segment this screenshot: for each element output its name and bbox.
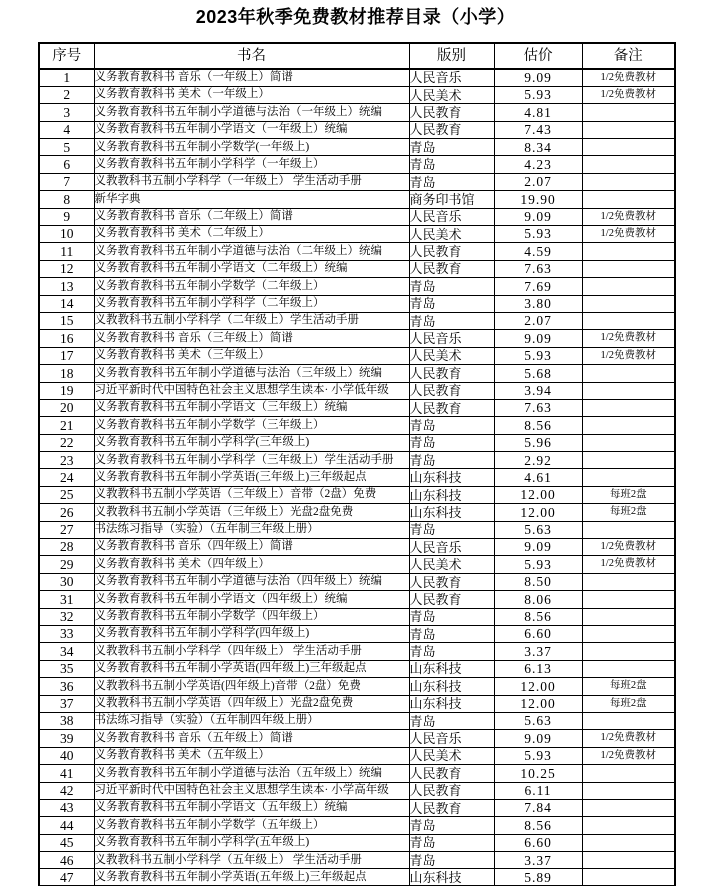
cell-book-title: 义务教育教科书 美术（三年级上） (94, 347, 409, 364)
cell-note: 每班2盘 (582, 695, 675, 712)
cell-publisher: 人民教育 (409, 365, 494, 382)
table-row (39, 382, 675, 399)
column-header-2: 版别 (409, 43, 494, 69)
cell-price: 2.07 (494, 312, 582, 329)
cell-publisher: 青岛 (409, 295, 494, 312)
column-header-3: 估价 (494, 43, 582, 69)
cell-book-title: 义务教育教科书五年制小学语文（三年级上）统编 (94, 399, 409, 416)
cell-serial: 17 (39, 347, 94, 364)
table-row (39, 869, 675, 886)
cell-note: 1/2免费教材 (582, 208, 675, 225)
cell-serial: 31 (39, 591, 94, 608)
cell-note: 1/2免费教材 (582, 347, 675, 364)
cell-price: 19.90 (494, 191, 582, 208)
cell-serial: 41 (39, 765, 94, 782)
cell-book-title: 义务教育教科书五年制小学道德与法治（一年级上）统编 (94, 104, 409, 121)
cell-publisher: 青岛 (409, 173, 494, 190)
cell-serial: 3 (39, 104, 94, 121)
cell-serial: 34 (39, 643, 94, 660)
cell-serial: 10 (39, 226, 94, 243)
cell-publisher: 人民音乐 (409, 208, 494, 225)
table-row (39, 243, 675, 260)
cell-serial: 37 (39, 695, 94, 712)
cell-publisher: 山东科技 (409, 486, 494, 503)
cell-price: 7.63 (494, 399, 582, 416)
cell-note: 1/2免费教材 (582, 539, 675, 556)
cell-price: 5.93 (494, 226, 582, 243)
table-row (39, 678, 675, 695)
cell-publisher: 青岛 (409, 278, 494, 295)
cell-book-title: 义务教育教科书 美术（二年级上） (94, 226, 409, 243)
cell-price: 5.93 (494, 347, 582, 364)
table-header-row (39, 43, 675, 69)
cell-note (582, 121, 675, 138)
cell-book-title: 义教教科书五制小学英语(四年级上)音带（2盘）免费 (94, 678, 409, 695)
cell-price: 8.56 (494, 417, 582, 434)
table-row (39, 452, 675, 469)
cell-serial: 4 (39, 121, 94, 138)
cell-book-title: 义务教育教科书五年制小学科学(三年级上) (94, 434, 409, 451)
cell-price: 5.93 (494, 86, 582, 103)
cell-price: 2.07 (494, 173, 582, 190)
table-row (39, 539, 675, 556)
cell-serial: 45 (39, 834, 94, 851)
cell-note (582, 295, 675, 312)
cell-price: 5.93 (494, 747, 582, 764)
cell-note (582, 660, 675, 677)
cell-note (582, 765, 675, 782)
cell-note: 1/2免费教材 (582, 747, 675, 764)
cell-book-title: 义务教育教科书五年制小学科学（三年级上）学生活动手册 (94, 452, 409, 469)
cell-price: 6.60 (494, 626, 582, 643)
cell-serial: 2 (39, 86, 94, 103)
cell-serial: 35 (39, 660, 94, 677)
cell-publisher: 人民音乐 (409, 330, 494, 347)
cell-publisher: 山东科技 (409, 660, 494, 677)
cell-book-title: 义务教育教科书五年制小学道德与法治（二年级上）统编 (94, 243, 409, 260)
cell-publisher: 山东科技 (409, 469, 494, 486)
cell-price: 6.13 (494, 660, 582, 677)
cell-serial: 5 (39, 139, 94, 156)
cell-book-title: 义务教育教科书五年制小学语文（一年级上）统编 (94, 121, 409, 138)
cell-serial: 39 (39, 730, 94, 747)
cell-note: 1/2免费教材 (582, 86, 675, 103)
cell-publisher: 人民美术 (409, 226, 494, 243)
cell-book-title: 义务教育教科书五年制小学数学（二年级上） (94, 278, 409, 295)
cell-book-title: 义务教育教科书五年制小学英语(四年级上)三年级起点 (94, 660, 409, 677)
cell-price: 12.00 (494, 678, 582, 695)
cell-serial: 8 (39, 191, 94, 208)
cell-serial: 38 (39, 712, 94, 729)
cell-serial: 30 (39, 573, 94, 590)
cell-publisher: 青岛 (409, 156, 494, 173)
cell-book-title: 义务教育教科书五年制小学英语(三年级上)三年级起点 (94, 469, 409, 486)
cell-note: 每班2盘 (582, 486, 675, 503)
cell-publisher: 人民教育 (409, 573, 494, 590)
cell-serial: 14 (39, 295, 94, 312)
cell-price: 8.56 (494, 817, 582, 834)
page-title: 2023年秋季免费教材推荐目录（小学） (195, 7, 516, 27)
cell-price: 8.50 (494, 573, 582, 590)
cell-price: 10.25 (494, 765, 582, 782)
cell-price: 4.61 (494, 469, 582, 486)
cell-serial: 46 (39, 852, 94, 869)
cell-serial: 43 (39, 799, 94, 816)
cell-publisher: 人民教育 (409, 591, 494, 608)
cell-publisher: 山东科技 (409, 504, 494, 521)
cell-book-title: 义务教育教科书五年制小学道德与法治（三年级上）统编 (94, 365, 409, 382)
cell-publisher: 青岛 (409, 834, 494, 851)
cell-note (582, 869, 675, 886)
cell-book-title: 义务教育教科书五年制小学数学（四年级上） (94, 608, 409, 625)
table-row (39, 434, 675, 451)
table-row (39, 504, 675, 521)
cell-price: 9.09 (494, 730, 582, 747)
cell-publisher: 青岛 (409, 452, 494, 469)
cell-price: 5.93 (494, 556, 582, 573)
cell-price: 9.09 (494, 539, 582, 556)
cell-serial: 16 (39, 330, 94, 347)
cell-book-title: 义务教育教科书 音乐（一年级上）简谱 (94, 69, 409, 86)
table-row (39, 139, 675, 156)
cell-serial: 36 (39, 678, 94, 695)
cell-serial: 11 (39, 243, 94, 260)
cell-note (582, 382, 675, 399)
table-row (39, 556, 675, 573)
cell-note (582, 243, 675, 260)
cell-note (582, 643, 675, 660)
cell-note (582, 191, 675, 208)
cell-book-title: 义教教科书五制小学科学（五年级上） 学生活动手册 (94, 852, 409, 869)
cell-book-title: 义务教育教科书五年制小学科学(五年级上) (94, 834, 409, 851)
cell-publisher: 青岛 (409, 817, 494, 834)
cell-book-title: 义务教育教科书五年制小学道德与法治（四年级上）统编 (94, 573, 409, 590)
cell-note (582, 469, 675, 486)
cell-price: 12.00 (494, 486, 582, 503)
cell-book-title: 义务教育教科书五年制小学数学（三年级上） (94, 417, 409, 434)
cell-serial: 9 (39, 208, 94, 225)
cell-price: 9.09 (494, 330, 582, 347)
cell-serial: 18 (39, 365, 94, 382)
cell-note (582, 591, 675, 608)
cell-note (582, 104, 675, 121)
cell-book-title: 义教教科书五制小学英语（三年级上）音带（2盘）免费 (94, 486, 409, 503)
cell-note (582, 521, 675, 538)
cell-publisher: 人民教育 (409, 260, 494, 277)
table-row (39, 469, 675, 486)
cell-note (582, 260, 675, 277)
cell-publisher: 山东科技 (409, 678, 494, 695)
table-row (39, 799, 675, 816)
cell-note (582, 417, 675, 434)
cell-publisher: 人民美术 (409, 747, 494, 764)
table-row (39, 278, 675, 295)
cell-price: 5.63 (494, 712, 582, 729)
cell-serial: 33 (39, 626, 94, 643)
cell-publisher: 人民教育 (409, 799, 494, 816)
table-row (39, 86, 675, 103)
cell-publisher: 人民教育 (409, 765, 494, 782)
cell-note (582, 573, 675, 590)
table-row (39, 156, 675, 173)
cell-note (582, 608, 675, 625)
cell-serial: 1 (39, 69, 94, 86)
table-row (39, 834, 675, 851)
table-row (39, 817, 675, 834)
cell-serial: 27 (39, 521, 94, 538)
column-header-1: 书名 (94, 43, 409, 69)
table-row (39, 69, 675, 86)
cell-publisher: 青岛 (409, 712, 494, 729)
table-row (39, 608, 675, 625)
catalog-table (38, 42, 676, 886)
cell-note: 每班2盘 (582, 678, 675, 695)
cell-note (582, 399, 675, 416)
cell-price: 7.84 (494, 799, 582, 816)
cell-book-title: 义务教育教科书 音乐（五年级上）简谱 (94, 730, 409, 747)
cell-book-title: 义务教育教科书五年制小学语文（四年级上）统编 (94, 591, 409, 608)
table-row (39, 486, 675, 503)
cell-note: 每班2盘 (582, 504, 675, 521)
table-row (39, 417, 675, 434)
cell-publisher: 山东科技 (409, 869, 494, 886)
table-row (39, 399, 675, 416)
table-header (39, 43, 675, 69)
cell-price: 3.37 (494, 852, 582, 869)
cell-serial: 26 (39, 504, 94, 521)
cell-serial: 42 (39, 782, 94, 799)
cell-book-title: 义务教育教科书 音乐（四年级上）简谱 (94, 539, 409, 556)
cell-book-title: 习近平新时代中国特色社会主义思想学生读本· 小学高年级 (94, 782, 409, 799)
cell-book-title: 义务教育教科书五年制小学数学（五年级上） (94, 817, 409, 834)
cell-price: 7.43 (494, 121, 582, 138)
table-row (39, 626, 675, 643)
cell-price: 8.56 (494, 608, 582, 625)
cell-price: 5.63 (494, 521, 582, 538)
cell-note (582, 156, 675, 173)
cell-book-title: 义务教育教科书五年制小学科学(四年级上) (94, 626, 409, 643)
cell-price: 5.68 (494, 365, 582, 382)
cell-price: 12.00 (494, 504, 582, 521)
column-header-4: 备注 (582, 43, 675, 69)
cell-publisher: 青岛 (409, 139, 494, 156)
table-body (39, 69, 675, 886)
cell-price: 8.06 (494, 591, 582, 608)
table-row (39, 347, 675, 364)
table-row (39, 260, 675, 277)
cell-book-title: 义务教育教科书五年制小学英语(五年级上)三年级起点 (94, 869, 409, 886)
cell-publisher: 人民教育 (409, 121, 494, 138)
cell-note (582, 817, 675, 834)
cell-price: 5.89 (494, 869, 582, 886)
cell-serial: 44 (39, 817, 94, 834)
cell-price: 3.37 (494, 643, 582, 660)
cell-note (582, 365, 675, 382)
cell-note: 1/2免费教材 (582, 730, 675, 747)
cell-price: 3.94 (494, 382, 582, 399)
table-row (39, 730, 675, 747)
cell-note (582, 173, 675, 190)
table-row (39, 573, 675, 590)
cell-serial: 20 (39, 399, 94, 416)
cell-publisher: 青岛 (409, 434, 494, 451)
cell-book-title: 义教教科书五制小学科学（二年级上）学生活动手册 (94, 312, 409, 329)
cell-serial: 29 (39, 556, 94, 573)
cell-serial: 25 (39, 486, 94, 503)
table-row (39, 747, 675, 764)
cell-publisher: 人民教育 (409, 243, 494, 260)
cell-note (582, 712, 675, 729)
cell-book-title: 义务教育教科书 美术（五年级上） (94, 747, 409, 764)
cell-book-title: 义教教科书五制小学英语（三年级上）光盘2盘免费 (94, 504, 409, 521)
cell-publisher: 青岛 (409, 521, 494, 538)
cell-note (582, 278, 675, 295)
cell-price: 4.23 (494, 156, 582, 173)
table-row (39, 121, 675, 138)
cell-serial: 24 (39, 469, 94, 486)
table-row (39, 765, 675, 782)
cell-note (582, 834, 675, 851)
cell-publisher: 人民音乐 (409, 69, 494, 86)
cell-book-title: 新华字典 (94, 191, 409, 208)
cell-serial: 7 (39, 173, 94, 190)
cell-publisher: 人民教育 (409, 104, 494, 121)
table-row (39, 852, 675, 869)
cell-publisher: 青岛 (409, 852, 494, 869)
table-row (39, 226, 675, 243)
cell-note: 1/2免费教材 (582, 556, 675, 573)
table-row (39, 660, 675, 677)
cell-serial: 13 (39, 278, 94, 295)
cell-price: 5.96 (494, 434, 582, 451)
table-row (39, 521, 675, 538)
table-row (39, 365, 675, 382)
cell-book-title: 义务教育教科书五年制小学语文（二年级上）统编 (94, 260, 409, 277)
table-row (39, 312, 675, 329)
cell-note (582, 434, 675, 451)
cell-note: 1/2免费教材 (582, 330, 675, 347)
cell-book-title: 义务教育教科书 音乐（二年级上）简谱 (94, 208, 409, 225)
cell-publisher: 人民音乐 (409, 730, 494, 747)
cell-book-title: 义教教科书五制小学科学（四年级上） 学生活动手册 (94, 643, 409, 660)
cell-book-title: 义务教育教科书 音乐（三年级上）简谱 (94, 330, 409, 347)
cell-serial: 22 (39, 434, 94, 451)
cell-price: 7.69 (494, 278, 582, 295)
cell-serial: 15 (39, 312, 94, 329)
cell-serial: 6 (39, 156, 94, 173)
cell-serial: 19 (39, 382, 94, 399)
cell-note (582, 312, 675, 329)
cell-publisher: 人民音乐 (409, 539, 494, 556)
cell-price: 2.92 (494, 452, 582, 469)
cell-price: 9.09 (494, 208, 582, 225)
cell-publisher: 商务印书馆 (409, 191, 494, 208)
cell-price: 8.34 (494, 139, 582, 156)
cell-serial: 40 (39, 747, 94, 764)
table-row (39, 330, 675, 347)
table-row (39, 695, 675, 712)
table-row (39, 208, 675, 225)
cell-publisher: 青岛 (409, 608, 494, 625)
cell-price: 9.09 (494, 69, 582, 86)
table-row (39, 191, 675, 208)
table-row (39, 173, 675, 190)
cell-serial: 47 (39, 869, 94, 886)
cell-serial: 23 (39, 452, 94, 469)
cell-note (582, 139, 675, 156)
cell-publisher: 人民美术 (409, 556, 494, 573)
table-row (39, 295, 675, 312)
cell-book-title: 书法练习指导（实验）（五年制三年级上册） (94, 521, 409, 538)
cell-book-title: 习近平新时代中国特色社会主义思想学生读本· 小学低年级 (94, 382, 409, 399)
cell-price: 7.63 (494, 260, 582, 277)
cell-price: 12.00 (494, 695, 582, 712)
cell-note (582, 626, 675, 643)
cell-book-title: 义务教育教科书五年制小学科学（二年级上） (94, 295, 409, 312)
cell-book-title: 义务教育教科书五年制小学语文（五年级上）统编 (94, 799, 409, 816)
cell-book-title: 义教教科书五制小学科学（一年级上） 学生活动手册 (94, 173, 409, 190)
cell-book-title: 义务教育教科书五年制小学科学（一年级上） (94, 156, 409, 173)
cell-note (582, 452, 675, 469)
cell-price: 6.60 (494, 834, 582, 851)
cell-note (582, 782, 675, 799)
table-row (39, 782, 675, 799)
cell-serial: 28 (39, 539, 94, 556)
cell-publisher: 青岛 (409, 417, 494, 434)
cell-publisher: 人民美术 (409, 86, 494, 103)
cell-publisher: 人民教育 (409, 399, 494, 416)
cell-serial: 32 (39, 608, 94, 625)
cell-serial: 21 (39, 417, 94, 434)
cell-price: 3.80 (494, 295, 582, 312)
cell-book-title: 义务教育教科书五年制小学道德与法治（五年级上）统编 (94, 765, 409, 782)
cell-serial: 12 (39, 260, 94, 277)
cell-book-title: 书法练习指导（实验）（五年制四年级上册） (94, 712, 409, 729)
cell-note (582, 852, 675, 869)
cell-publisher: 人民教育 (409, 782, 494, 799)
table-row (39, 643, 675, 660)
cell-price: 4.81 (494, 104, 582, 121)
cell-publisher: 青岛 (409, 312, 494, 329)
cell-publisher: 青岛 (409, 626, 494, 643)
cell-note: 1/2免费教材 (582, 226, 675, 243)
table-row (39, 104, 675, 121)
cell-publisher: 人民美术 (409, 347, 494, 364)
table-row (39, 591, 675, 608)
cell-book-title: 义教教科书五制小学英语（四年级上）光盘2盘免费 (94, 695, 409, 712)
column-header-0: 序号 (39, 43, 94, 69)
cell-book-title: 义务教育教科书 美术（四年级上） (94, 556, 409, 573)
cell-publisher: 人民教育 (409, 382, 494, 399)
cell-price: 6.11 (494, 782, 582, 799)
cell-book-title: 义务教育教科书五年制小学数学(一年级上) (94, 139, 409, 156)
cell-note (582, 799, 675, 816)
table-row (39, 712, 675, 729)
cell-publisher: 青岛 (409, 643, 494, 660)
cell-book-title: 义务教育教科书 美术（一年级上） (94, 86, 409, 103)
cell-note: 1/2免费教材 (582, 69, 675, 86)
cell-price: 4.59 (494, 243, 582, 260)
cell-publisher: 山东科技 (409, 695, 494, 712)
